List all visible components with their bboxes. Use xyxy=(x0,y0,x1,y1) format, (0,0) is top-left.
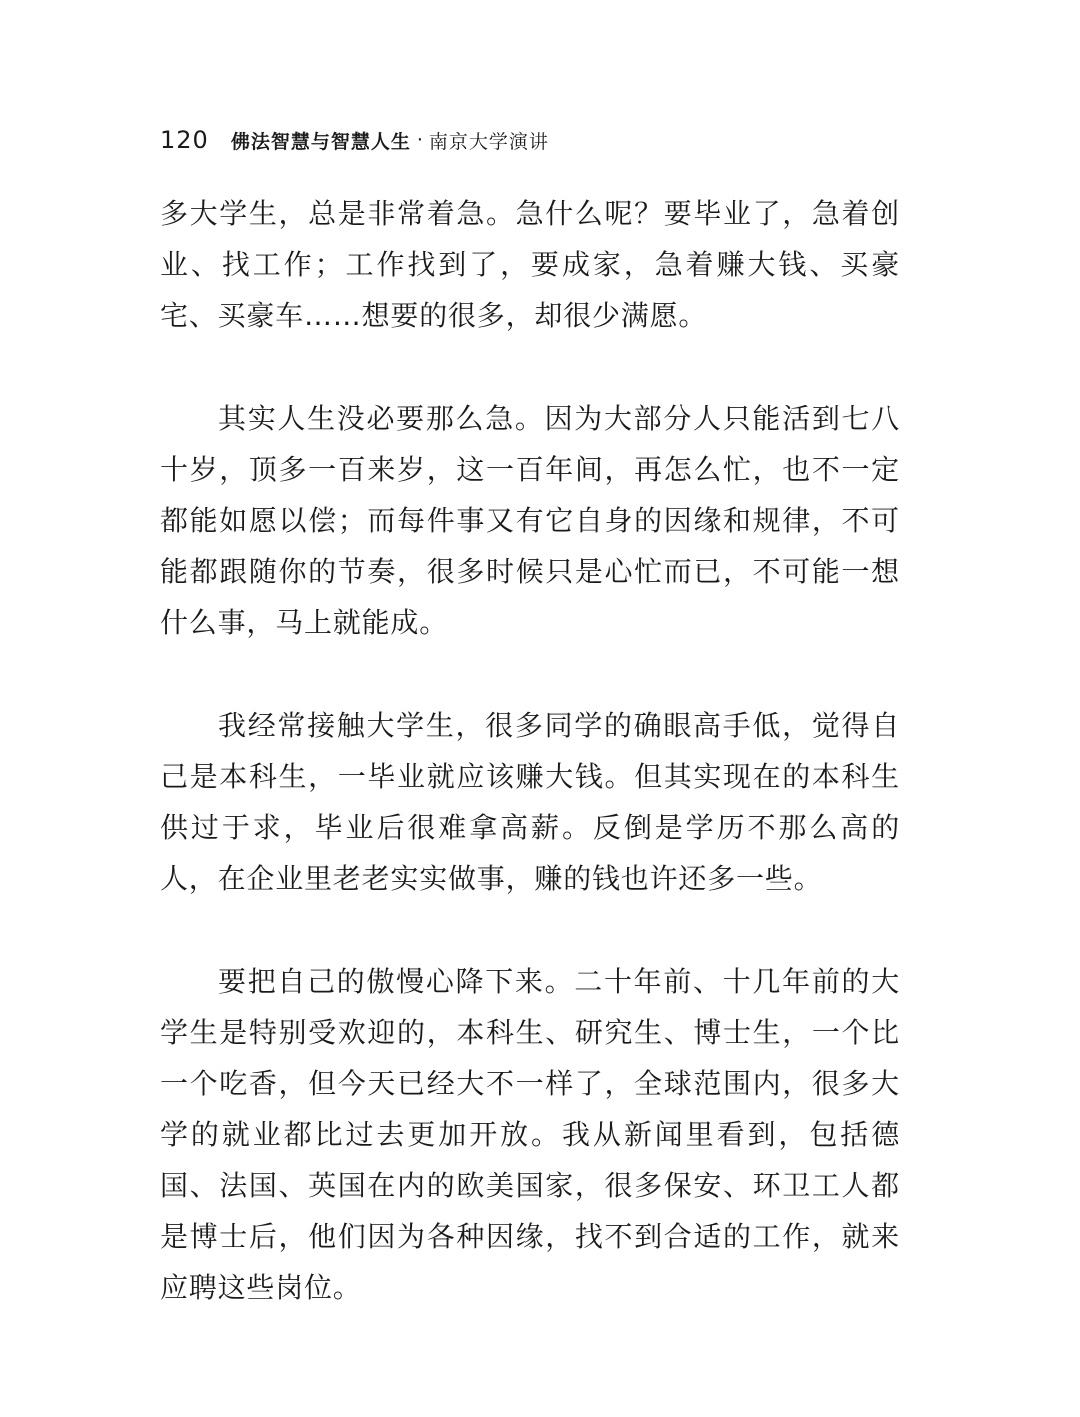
body-text xyxy=(160,188,900,1365)
book-title: 佛法智慧与智慧人生 xyxy=(230,130,411,153)
book-subtitle: 南京大学演讲 xyxy=(428,130,549,153)
running-header xyxy=(160,122,549,158)
paragraph-continued: 多大学生，总是非常着急。急什么呢？要毕业了，急着创业、找工作；工作找到了，要成家，急着赚大钱、买豪宅、买豪车……想要的很多，却很少满愿。 xyxy=(160,197,900,332)
page-number: 120 xyxy=(160,126,209,154)
paragraph: 其实人生没必要那么急。因为大部分人只能活到七八十岁，顶多一百来岁，这一百年间，再怎么忙，也不一定都能如愿以偿；而每件事又有它自身的因缘和规律，不可能都跟随你的节奏，很多时候只是心忙而已，不可能一想什么事，马上就能成。 xyxy=(160,402,900,639)
paragraph: 要把自己的傲慢心降下来。二十年前、十几年前的大学生是特别受欢迎的，本科生、研究生、博士生，一个比一个吃香，但今天已经大不一样了，全球范围内，很多大学的就业都比过去更加开放。我从新闻里看到，包括德国、法国、英国在内的欧美国家，很多保安、环卫工人都是博士后，他们因为各种因缘，找不到合适的工作，就来应聘这些岗位。 xyxy=(160,965,900,1304)
paragraph: 我经常接触大学生，很多同学的确眼高手低，觉得自己是本科生，一毕业就应该赚大钱。但其实现在的本科生供过于求，毕业后很难拿高薪。反倒是学历不那么高的人，在企业里老老实实做事，赚的钱也许还多一些。 xyxy=(160,709,900,895)
title-separator: · xyxy=(416,129,423,151)
